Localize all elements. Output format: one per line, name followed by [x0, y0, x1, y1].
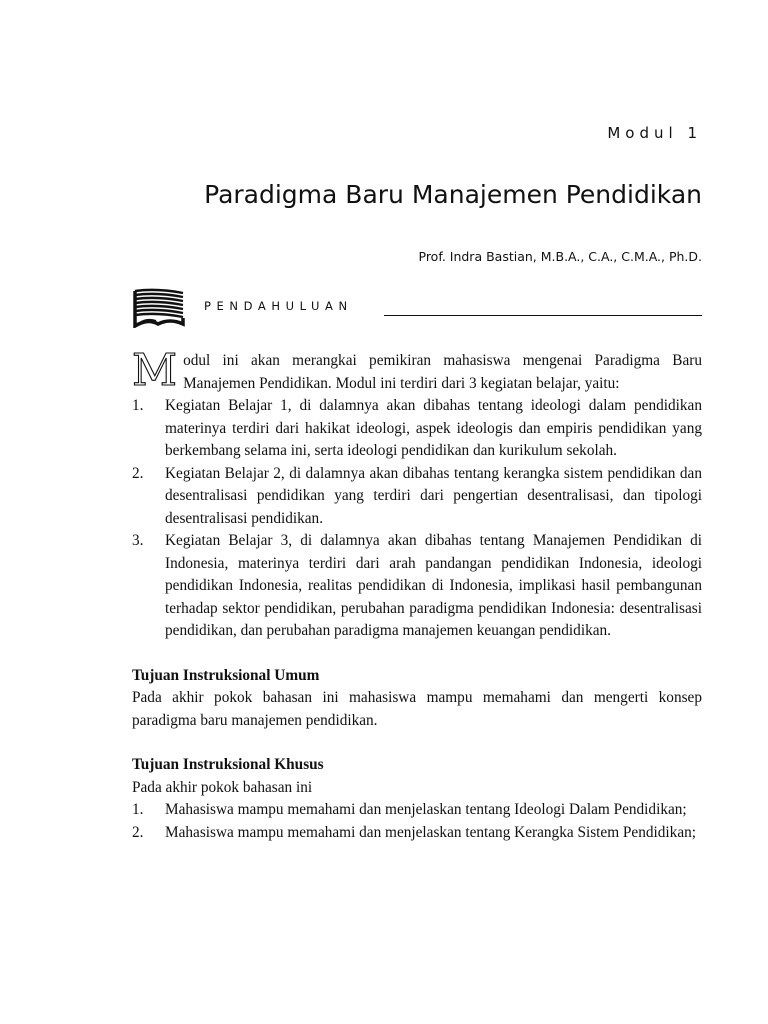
list-item: [132, 822, 702, 845]
list-item: [132, 395, 702, 463]
list-item: [132, 530, 702, 643]
book-pages-icon: [132, 288, 186, 328]
list-text: Mahasiswa mampu memahami dan menjelaskan tentang Ideologi Dalam Pendidikan;: [165, 801, 687, 818]
kegiatan-list: [132, 395, 702, 643]
list-text: Kegiatan Belajar 2, di dalamnya akan dibahas tentang kerangka sistem pendidikan dan desentralisasi pendidikan yang terdiri dari pengertian desentralisasi, dan tipologi desentralisasi pendidikan.: [165, 464, 702, 527]
list-item: [132, 799, 702, 822]
list-text: Kegiatan Belajar 3, di dalamnya akan dibahas tentang Manajemen Pendidikan di Indonesia, materinya terdiri dari arah pandangan pendidikan Indonesia, ideologi pendidikan Indonesia, realitas pendidikan di Indonesia, implikasi hasil pembangunan terhadap sektor pendidikan, perubahan paradigma pendidikan Indonesia: desentralisasi pendidikan, dan perubahan paradigma manajemen keuangan pendidikan.: [165, 532, 702, 639]
list-number: 1.: [132, 801, 144, 818]
body-text: [132, 345, 702, 844]
page-title: Paradigma Baru Manajemen Pendidikan: [204, 180, 702, 209]
list-number: 1.: [132, 397, 144, 414]
list-text: Mahasiswa mampu memahami dan menjelaskan tentang Kerangka Sistem Pendidikan;: [165, 823, 697, 841]
list-number: 3.: [132, 532, 144, 549]
list-number: 2.: [132, 823, 144, 841]
tiu-heading: Tujuan Instruksional Umum: [132, 666, 320, 684]
section-rule: [384, 315, 702, 316]
author-line: Prof. Indra Bastian, M.B.A., C.A., C.M.A., Ph.D.: [418, 249, 702, 264]
tik-list: [132, 799, 702, 844]
list-item: [132, 463, 702, 531]
intro-text: odul ini akan merangkai pemikiran mahasiswa mengenai Paradigma Baru Manajemen Pendidikan. Modul ini terdiri dari 3 kegiatan belajar, yaitu:: [183, 352, 702, 392]
list-number: 2.: [132, 464, 144, 482]
intro-paragraph: [132, 345, 702, 396]
section-label: PENDAHULUAN: [204, 299, 353, 313]
tik-heading: Tujuan Instruksional Khusus: [132, 756, 324, 773]
tiu-paragraph: Pada akhir pokok bahasan ini mahasiswa mampu memahami dan mengerti konsep paradigma baru manajemen pendidikan.: [132, 689, 702, 729]
section-header: [132, 288, 702, 328]
module-label: Modul 1: [607, 124, 702, 142]
list-text: Kegiatan Belajar 1, di dalamnya akan dibahas tentang ideologi dalam pendidikan materinya terdiri dari hakikat ideologi, aspek ideologis dan empiris pendidikan yang berkembang selama ini, serta ideologi pendidikan dan kurikulum sekolah.: [165, 397, 702, 459]
drop-cap: M: [132, 345, 178, 396]
tik-intro: Pada akhir pokok bahasan ini: [132, 778, 313, 796]
